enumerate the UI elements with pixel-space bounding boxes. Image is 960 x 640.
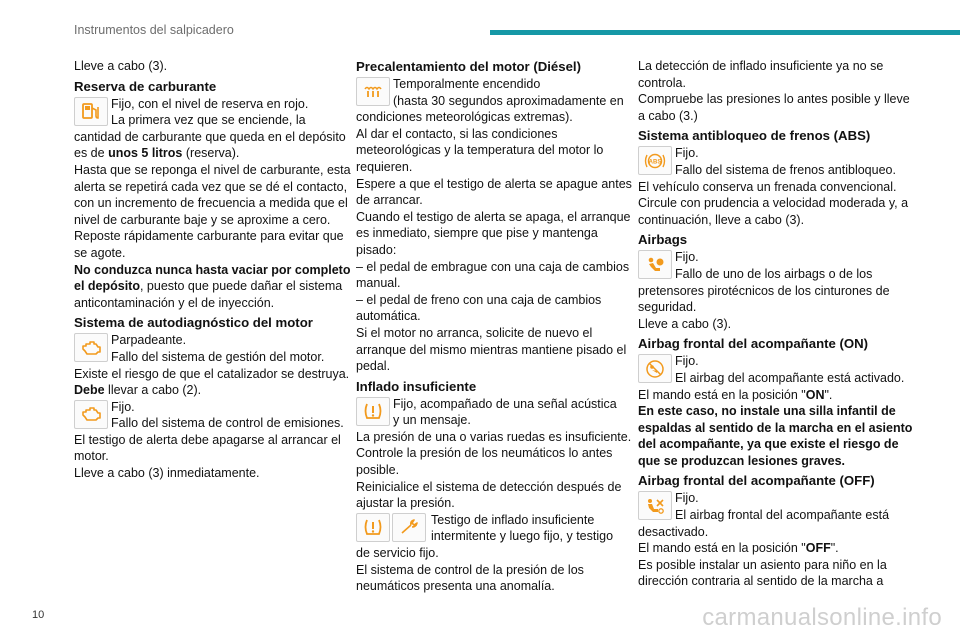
column-3 (638, 58, 918, 590)
diag-block-a (74, 332, 354, 365)
inflado-text-3: Reinicialice el sistema de detección después de ajustar la presión. (356, 479, 622, 511)
diag-a-line-1: Parpadeante. (111, 333, 187, 348)
engine-icon (74, 400, 108, 429)
fuel-warning: No conduzca nunca hasta vaciar por completo el depósito, puesto que puede dañar el sistema anticontaminación y el de inyección. (74, 262, 351, 310)
fuel-line-1: Fijo, con el nivel de reserva en rojo. (111, 96, 309, 111)
airbag-on-text-1: El mando está en la posición "ON". (638, 387, 833, 402)
airbags-line-1: Fijo. (675, 250, 699, 265)
fuel-block (74, 96, 354, 129)
airbag-off-line-2: El airbag frontal del acompañante está (675, 508, 890, 523)
page-number: 10 (32, 609, 45, 621)
airbag-off-block (638, 490, 918, 523)
fuel-text-1: cantidad de carburante que queda en el depósito es de unos 5 litros (reserva). (74, 129, 346, 161)
airbag-off-text-2: El mando está en la posición "OFF". (638, 541, 839, 556)
inflado-m-line-2: intermitente y luego fijo, y testigo (431, 529, 614, 544)
preheat-text-6: Si el motor no arranca, solicite de nuevo el arranque del mismo mientras mantiene pisado el pedal. (356, 325, 627, 374)
preheat-line-3: condiciones meteorológicas extremas). (356, 110, 573, 125)
inflado-text-5: El sistema de control de la presión de los neumáticos presenta una anomalía. (356, 562, 584, 594)
inflado-text-4: de servicio fijo. (356, 546, 439, 561)
abs-text-2: Circule con prudencia a velocidad moderada y, a continuación, lleve a cabo (3). (638, 196, 909, 227)
diag-a-line-2: Fallo del sistema de gestión del motor. (111, 349, 325, 364)
airbag-icon (638, 250, 672, 279)
airbag-on-line-1: Fijo. (675, 354, 699, 369)
inflado-m-line-1: Testigo de inflado insuficiente (431, 512, 595, 527)
abs-line-1: Fijo. (675, 146, 699, 161)
diag-block-b (74, 399, 354, 432)
diag-a-action: Debe llevar a cabo (2). (74, 383, 202, 398)
preheat-line-2: (hasta 30 segundos aproximadamente en (393, 93, 624, 108)
airbag-on-warning: En este caso, no instale una silla infantil de espaldas al sentido de la marcha en el asiento del acompañante, ya que existe el riesgo de que se produzcan lesiones graves. (638, 404, 913, 468)
glow-plug-icon (356, 77, 390, 106)
fuel-pump-icon (74, 97, 108, 126)
inflado-text-2: Controle la presión de los neumáticos lo antes posible. (356, 446, 613, 478)
diag-b-text: El testigo de alerta debe apagarse al arrancar el motor. (74, 432, 341, 464)
fuel-line-2: La primera vez que se enciende, la (111, 113, 306, 128)
heading-preheating: Precalentamiento del motor (Diésel) (356, 59, 581, 74)
column-1 (74, 58, 354, 482)
tyre-pressure-icon (356, 513, 390, 542)
heading-passenger-airbag-off: Airbag frontal del acompañante (OFF) (638, 473, 875, 489)
heading-passenger-airbag-on: Airbag frontal del acompañante (ON) (638, 336, 869, 352)
preheat-text-2: Espere a que el testigo de alerta se apague antes de arrancar. (356, 176, 632, 208)
airbags-text-1: pretensores pirotécnicos de los cinturones de seguridad. (638, 283, 890, 315)
column-2 (356, 58, 636, 595)
airbag-off-line-1: Fijo. (675, 491, 699, 506)
diag-b-line-1: Fijo. (111, 399, 135, 414)
heading-fuel-reserve: Reserva de carburante (74, 78, 217, 94)
fuel-text-3: Reposte rápidamente carburante para evitar que se agote. (74, 229, 344, 260)
engine-icon (74, 333, 108, 362)
preheat-text-5: – el pedal de freno con una caja de cambios automática. (356, 292, 602, 324)
heading-self-diagnosis: Sistema de autodiagnóstico del motor (74, 315, 313, 331)
preheat-text-3: Cuando el testigo de alerta se apaga, el arranque es inmediato, siempre que pise y mantenga pisado: (356, 209, 631, 257)
airbag-on-line-2: El airbag del acompañante está activado. (675, 370, 905, 385)
intro-text: Lleve a cabo (3). (74, 59, 168, 73)
abs-text-1: El vehículo conserva un frenada convencional. (638, 179, 897, 194)
abs-line-2: Fallo del sistema de frenos antibloqueo. (675, 162, 896, 177)
diag-b-action: Lleve a cabo (3) inmediatamente. (74, 466, 260, 481)
heading-underinflation: Inflado insuficiente (356, 378, 477, 394)
airbags-block (638, 249, 918, 282)
fuel-text-2: Hasta que se reponga el nivel de carburante, esta alerta se repetirá cada vez que se dé el contacto, con un incremento de frecuencia a medida que el nivel de carburante baje y se aproxime a cero. (74, 162, 351, 227)
inflado-line-1: Fijo, acompañado de una señal acústica (393, 396, 617, 411)
airbags-text-2: Lleve a cabo (3). (638, 316, 732, 331)
inflado-text-1: La presión de una o varias ruedas es insuficiente. (356, 429, 632, 444)
header-accent-bar (490, 30, 960, 35)
abs-icon (638, 146, 672, 175)
watermark: carmanualsonline.info (702, 604, 942, 631)
airbag-off-text-3: Es posible instalar un asiento para niño en la dirección contraria al sentido de la marcha a (638, 557, 887, 589)
airbag-on-block (638, 353, 918, 386)
tyre-pressure-icon (356, 397, 390, 426)
diag-b-line-2: Fallo del sistema de control de emisiones. (111, 416, 344, 431)
passenger-airbag-off-icon (638, 491, 672, 520)
preheat-line-1: Temporalmente encendido (393, 77, 541, 91)
svg-text:ABS: ABS (648, 159, 662, 166)
passenger-airbag-on-icon (638, 354, 672, 383)
page-header-title: Instrumentos del salpicadero (74, 23, 234, 37)
preheat-block (356, 76, 636, 109)
diag-a-text: Existe el riesgo de que el catalizador se destruya. (74, 366, 350, 381)
preheat-text-4: – el pedal de embrague con una caja de cambios manual. (356, 259, 630, 291)
inflado-block (356, 396, 636, 429)
heading-airbags: Airbags (638, 232, 688, 248)
inflado-line-2: y un mensaje. (393, 413, 471, 428)
inflado-malfunction-block (356, 512, 636, 545)
preheat-text-1: Al dar el contacto, si las condiciones meteorológicas y la temperatura del motor lo requieren. (356, 126, 604, 174)
wrench-icon (392, 513, 426, 542)
airbag-off-text-1: desactivado. (638, 524, 709, 539)
icon-pair (356, 512, 428, 542)
abs-block (638, 145, 918, 178)
col3-intro-2: Compruebe las presiones lo antes posible y lleve a cabo (3.) (638, 92, 910, 123)
airbags-line-2: Fallo de uno de los airbags o de los (675, 266, 873, 281)
col3-intro-1: La detección de inflado insuficiente ya no se controla. (638, 59, 884, 90)
heading-abs: Sistema antibloqueo de frenos (ABS) (638, 128, 871, 144)
